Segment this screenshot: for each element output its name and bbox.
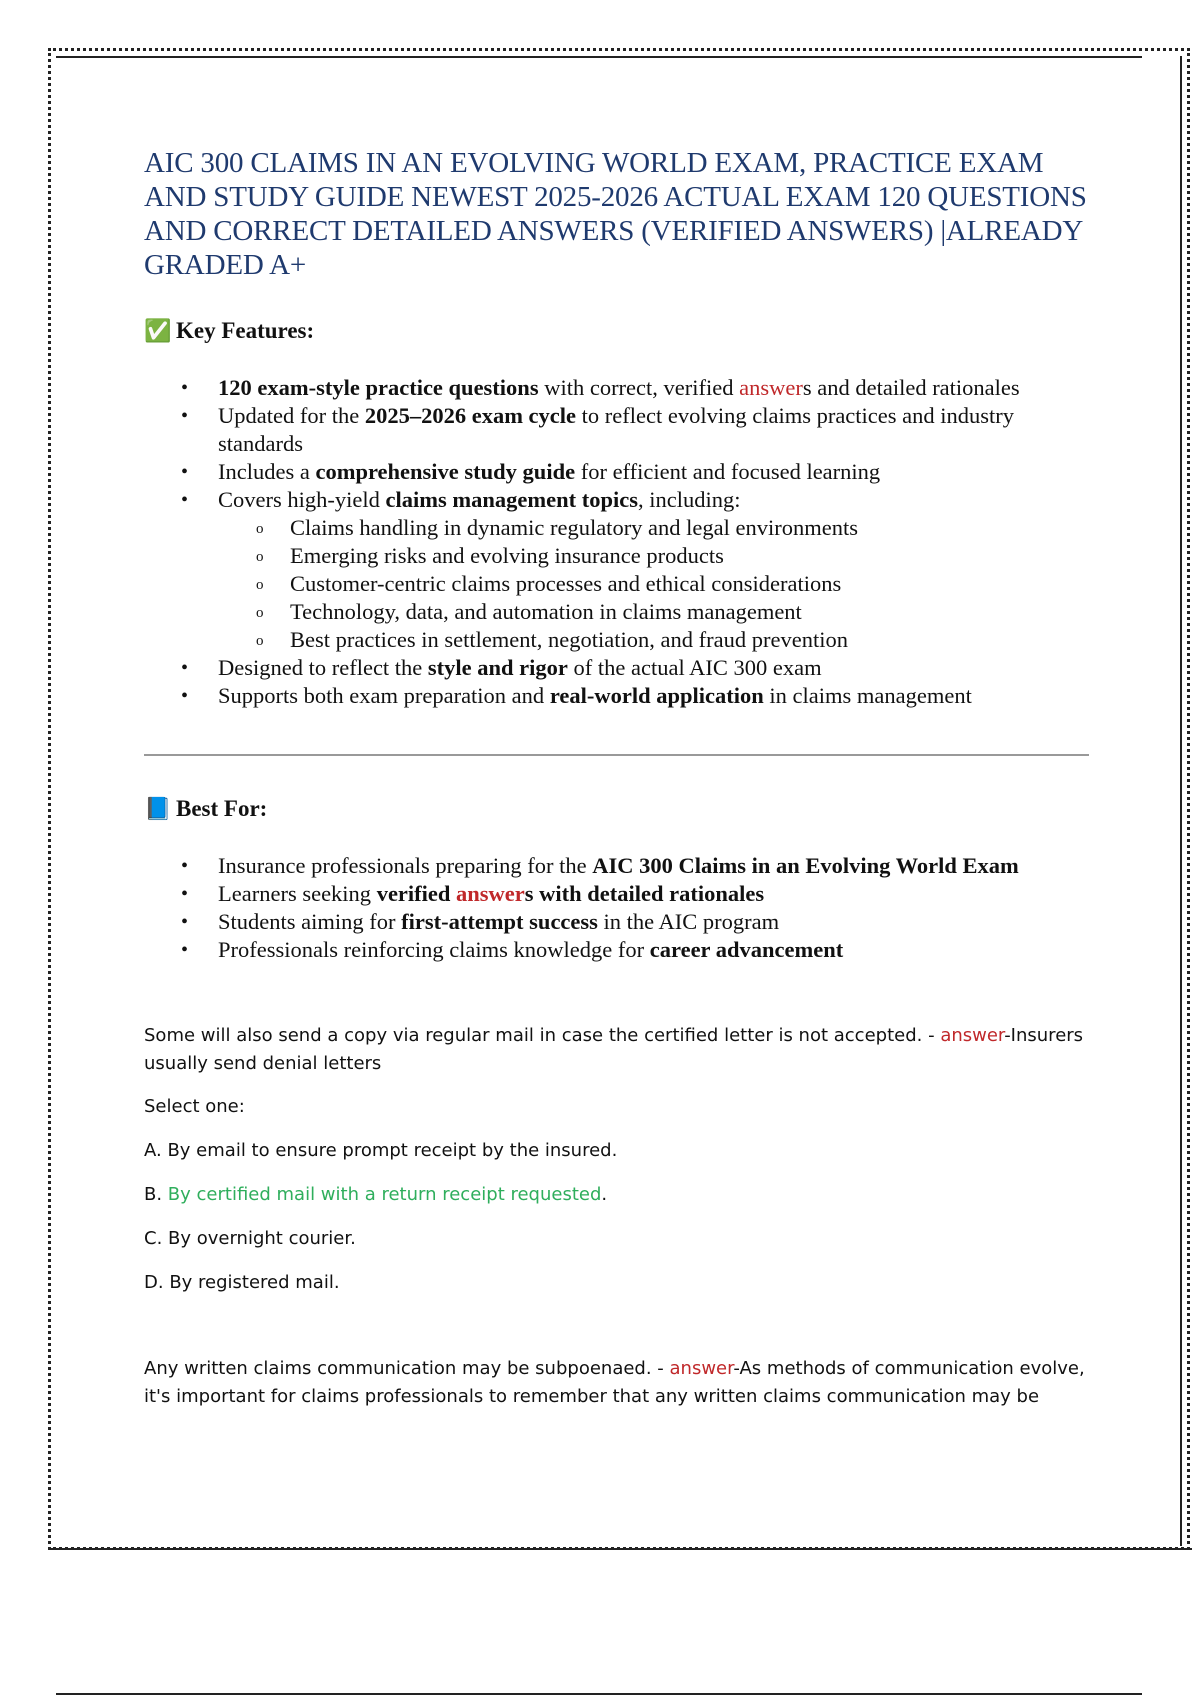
- list-item: [218, 654, 1089, 682]
- sub-list-item: o Claims handling in dynamic regulatory and legal environments: [290, 514, 1089, 542]
- best-for-heading-text: Best For:: [176, 796, 268, 821]
- key-features-list: [144, 374, 1089, 710]
- answer-label: answer: [456, 881, 525, 906]
- list-item-bold: style and rigor: [427, 655, 568, 680]
- question-text: [144, 1022, 1089, 1078]
- list-item: [218, 908, 1089, 936]
- list-item-text: to reflect evolving claims practices and industry standards: [218, 403, 1015, 456]
- check-icon: ✅: [144, 318, 172, 343]
- sub-list-item: o Technology, data, and automation in claims management: [290, 598, 1089, 626]
- question-statement: Any written claims communication may be subpoenaed. -: [144, 1358, 670, 1379]
- list-item: [218, 936, 1089, 964]
- select-one-label: Select one:: [144, 1096, 245, 1117]
- best-for-list: [144, 852, 1089, 964]
- option-letter: D.: [144, 1272, 170, 1293]
- list-item-bold: s with detailed rationales: [524, 881, 765, 906]
- list-item-text: Insurance professionals preparing for the: [218, 853, 593, 878]
- question-2: [144, 1355, 1089, 1411]
- list-item-text: Learners seeking: [218, 881, 377, 906]
- list-item-bold: verified: [376, 881, 457, 906]
- option-text: By email to ensure prompt receipt by the insured.: [167, 1140, 618, 1161]
- list-item-text: s and detailed rationales: [802, 375, 1020, 400]
- list-item: [218, 880, 1089, 908]
- key-features-heading-text: Key Features:: [176, 318, 315, 343]
- list-item-bold: real-world application: [549, 683, 764, 708]
- question-1: [144, 1022, 1089, 1297]
- list-item-text: Supports both exam preparation and: [218, 683, 550, 708]
- list-item: [218, 374, 1089, 402]
- option-letter: B.: [144, 1184, 168, 1205]
- option-suffix: .: [601, 1184, 608, 1205]
- list-item: [218, 682, 1089, 710]
- sub-list-item: o Emerging risks and evolving insurance products: [290, 542, 1089, 570]
- frame-right-rule: [1180, 56, 1182, 1546]
- list-item-bold: career advancement: [649, 937, 844, 962]
- list-item-text: in the AIC program: [597, 909, 780, 934]
- list-item-text: Designed to reflect the: [218, 655, 428, 680]
- best-for-heading: [144, 796, 1089, 822]
- list-item-bold: 120 exam-style practice questions: [218, 375, 539, 400]
- option-d: [144, 1269, 1089, 1297]
- correct-option-text: By certified mail with a return receipt requested: [167, 1184, 602, 1205]
- list-item: [218, 402, 1089, 458]
- list-item-text: Covers high-yield: [218, 487, 386, 512]
- footer-rule: [56, 1693, 1142, 1695]
- option-letter: C.: [144, 1228, 169, 1249]
- list-item-text: with correct, verified: [538, 375, 740, 400]
- answer-label: answer: [669, 1358, 734, 1379]
- answer-label: answer: [940, 1025, 1005, 1046]
- document-title: AIC 300 CLAIMS IN AN EVOLVING WORLD EXAM, PRACTICE EXAM AND STUDY GUIDE NEWEST 2025-2026 ACTUAL EXAM 120 QUESTIONS AND CORRECT DETAILED ANSWERS (VERIFIED ANSWERS) |ALREADY GRADED A+: [144, 147, 1087, 281]
- book-icon: 📘: [144, 796, 172, 821]
- document-content: [144, 146, 1089, 1411]
- list-item-text: , including:: [637, 487, 741, 512]
- question-text: [144, 1355, 1089, 1411]
- list-item: [218, 458, 1089, 486]
- section-divider: [144, 754, 1089, 756]
- key-features-heading: [144, 318, 1089, 344]
- list-item-text: of the actual AIC 300 exam: [567, 655, 822, 680]
- list-item-text: Updated for the: [218, 403, 365, 428]
- sub-list-item: o Customer-centric claims processes and ethical considerations: [290, 570, 1089, 598]
- list-item-text: Includes a: [218, 459, 316, 484]
- option-b: [144, 1181, 1089, 1209]
- answer-text: -As methods of communication evolve, it's important for claims professionals to remember that any written claims communication may be: [144, 1358, 1085, 1407]
- topics-sublist: [218, 514, 1089, 654]
- sub-list-item: o Best practices in settlement, negotiation, and fraud prevention: [290, 626, 1089, 654]
- list-item-text: Professionals reinforcing claims knowledge for: [218, 937, 650, 962]
- list-item-bold: first-attempt success: [401, 909, 598, 934]
- question-statement: Some will also send a copy via regular mail in case the certified letter is not accepted. -: [144, 1025, 941, 1046]
- option-a: [144, 1137, 1089, 1165]
- list-item: [218, 852, 1089, 880]
- answer-text: -Insurers usually send denial letters: [144, 1025, 1084, 1074]
- answer-label: answer: [739, 375, 803, 400]
- list-item-bold: AIC 300 Claims in an Evolving World Exam: [592, 853, 1019, 878]
- frame-top-rule: [56, 56, 1142, 58]
- option-c: [144, 1225, 1089, 1253]
- list-item-bold: claims management topics: [385, 487, 638, 512]
- list-item-text: Students aiming for: [218, 909, 402, 934]
- option-text: By registered mail.: [169, 1272, 340, 1293]
- list-item-text: for efficient and focused learning: [575, 459, 881, 484]
- frame-bottom-rule: [48, 1548, 1192, 1550]
- list-item-bold: comprehensive study guide: [315, 459, 576, 484]
- list-item-text: in claims management: [763, 683, 972, 708]
- list-item-bold: 2025–2026 exam cycle: [364, 403, 577, 428]
- option-text: By overnight courier.: [168, 1228, 356, 1249]
- option-letter: A.: [144, 1140, 168, 1161]
- list-item: [218, 486, 1089, 654]
